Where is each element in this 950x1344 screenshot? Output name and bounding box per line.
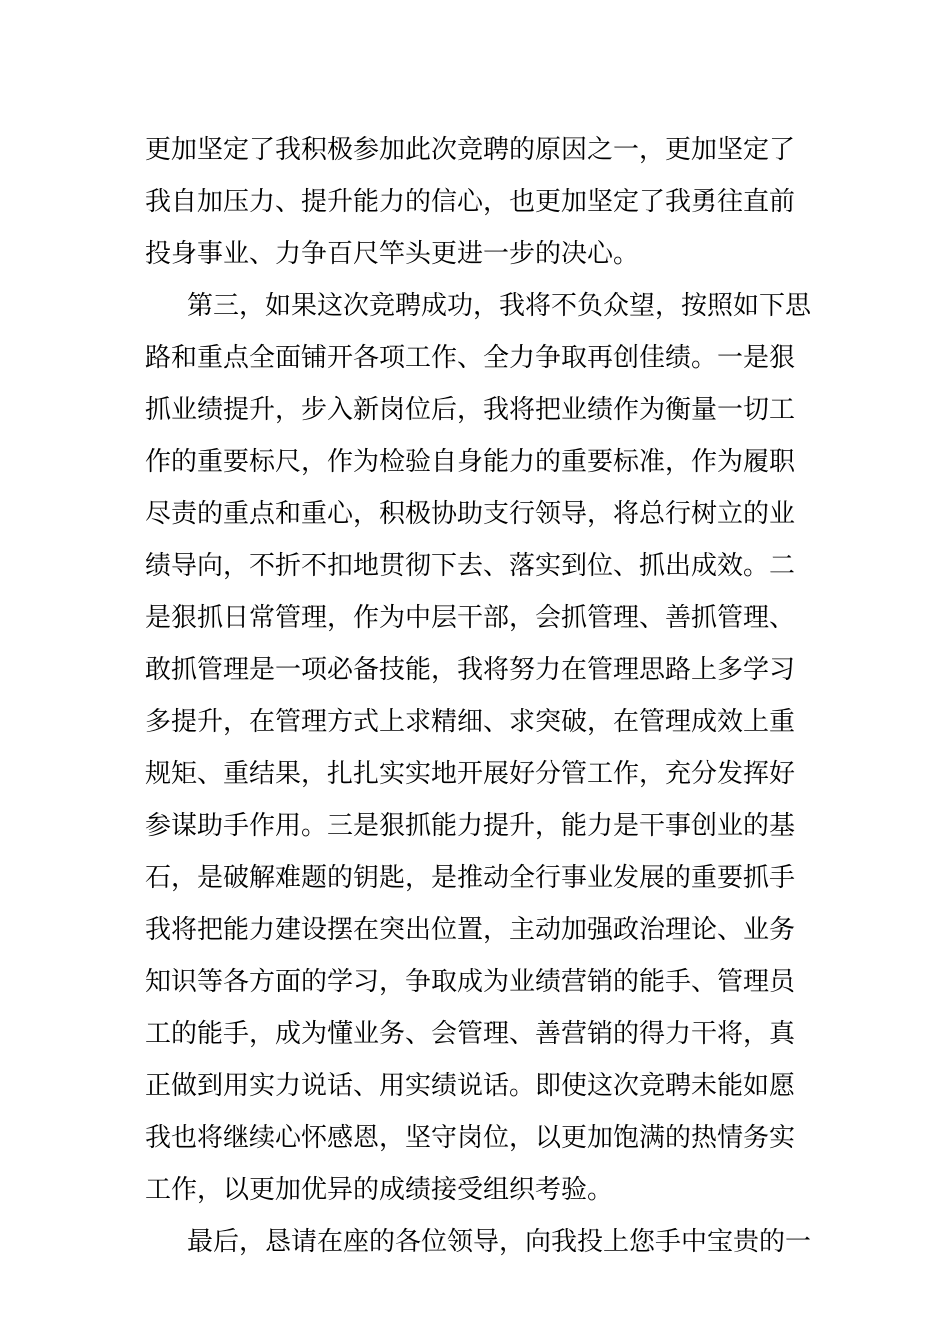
body-text [145, 124, 810, 1268]
text-line: 路和重点全面铺开各项工作、全力争取再创佳绩。一是狠 [145, 343, 796, 373]
text-line: 敢抓管理是一项必备技能，我将努力在管理思路上多学习 [145, 655, 796, 685]
text-line: 是狠抓日常管理，作为中层干部，会抓管理、善抓管理、 [145, 603, 796, 633]
text-line: 工作，以更加优异的成绩接受组织考验。 [145, 1175, 614, 1205]
text-line: 正做到用实力说话、用实绩说话。即使这次竞聘未能如愿 [145, 1071, 796, 1101]
text-line: 工的能手，成为懂业务、会管理、善营销的得力干将，真 [145, 1019, 796, 1049]
text-line: 尽责的重点和重心，积极协助支行领导，将总行树立的业 [145, 499, 796, 529]
text-line: 投身事业、力争百尺竿头更进一步的决心。 [145, 239, 640, 269]
text-line: 知识等各方面的学习，争取成为业绩营销的能手、管理员 [145, 967, 796, 997]
text-line: 石，是破解难题的钥匙，是推动全行事业发展的重要抓手 [145, 863, 796, 893]
text-line: 绩导向，不折不扣地贯彻下去、落实到位、抓出成效。二 [145, 551, 796, 581]
text-line: 抓业绩提升，步入新岗位后，我将把业绩作为衡量一切工 [145, 395, 796, 425]
text-line: 参谋助手作用。三是狠抓能力提升，能力是干事创业的基 [145, 811, 796, 841]
text-line: 作的重要标尺，作为检验自身能力的重要标准，作为履职 [145, 447, 796, 477]
paragraph-start-line: 最后，恳请在座的各位领导，向我投上您手中宝贵的一 [187, 1227, 812, 1257]
text-line: 更加坚定了我积极参加此次竞聘的原因之一，更加坚定了 [145, 135, 796, 165]
paragraph-start-line: 第三，如果这次竞聘成功，我将不负众望，按照如下思 [187, 291, 812, 321]
text-line: 规矩、重结果，扎扎实实地开展好分管工作，充分发挥好 [145, 759, 796, 789]
text-line: 我将把能力建设摆在突出位置，主动加强政治理论、业务 [145, 915, 796, 945]
text-line: 我自加压力、提升能力的信心，也更加坚定了我勇往直前 [145, 187, 796, 217]
text-line: 多提升，在管理方式上求精细、求突破，在管理成效上重 [145, 707, 796, 737]
text-line: 我也将继续心怀感恩，坚守岗位，以更加饱满的热情务实 [145, 1123, 796, 1153]
